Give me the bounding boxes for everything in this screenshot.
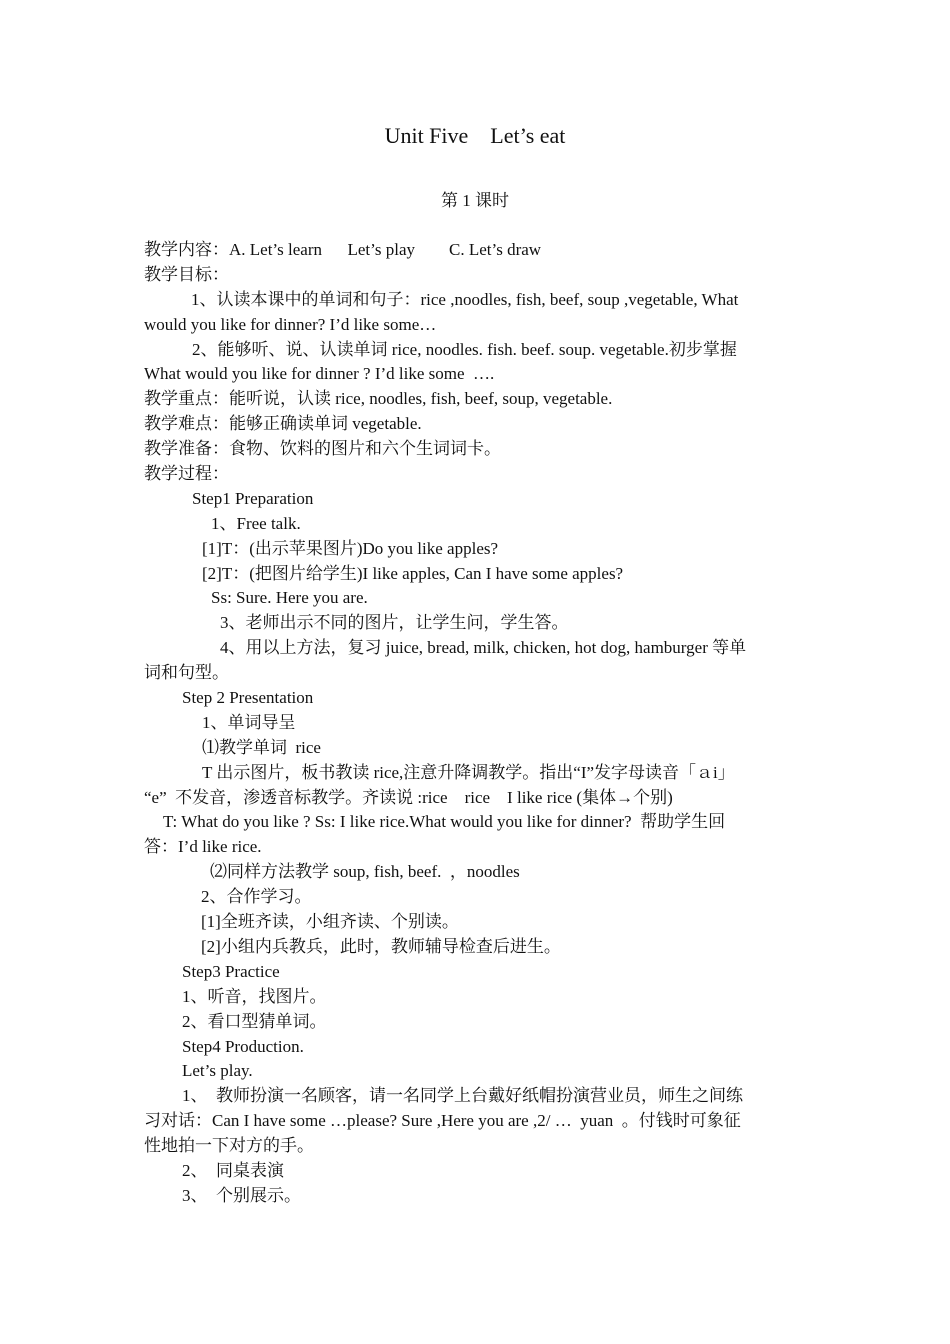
text-line: [2]小组内兵教兵，此时，教师辅导检查后进生。 bbox=[201, 936, 561, 956]
text-line: 2、 同桌表演 bbox=[182, 1160, 284, 1180]
text-line: 1、单词导呈 bbox=[202, 712, 296, 732]
text-line: 1、Free talk. bbox=[211, 513, 301, 533]
text-line: Step1 Preparation bbox=[192, 488, 314, 508]
text-line: would you like for dinner? I’d like some… bbox=[144, 314, 437, 334]
document-body bbox=[144, 238, 808, 1209]
text-line: 答：I’d like rice. bbox=[144, 837, 262, 857]
document-title: Unit Five Let’s eat bbox=[384, 123, 566, 148]
text-line: 教学过程： bbox=[144, 464, 229, 484]
text-line: 教学目标： bbox=[144, 264, 229, 284]
text-line: [2]T：(把图片给学生)I like apples, Can I have some apples? bbox=[202, 563, 624, 583]
text-line: 教学内容：A. Let’s learn Let’s play C. Let’s draw bbox=[144, 240, 542, 259]
text-line: [1]全班齐读，小组齐读、个别读。 bbox=[201, 912, 459, 932]
text-line: 2、合作学习。 bbox=[201, 887, 312, 907]
text-line: 性地拍一下对方的手。 bbox=[144, 1136, 314, 1156]
text-line: Step3 Practice bbox=[182, 961, 280, 981]
text-line: Step4 Production. bbox=[182, 1036, 304, 1056]
text-line: [1]T：(出示苹果图片)Do you like apples? bbox=[202, 538, 499, 558]
text-line: T 出示图片，板书教读 rice,注意升降调教学。指出“I”发字母读音「ａi」 bbox=[202, 762, 735, 782]
text-line: Let’s play. bbox=[182, 1061, 253, 1081]
text-line: 教学准备：食物、饮料的图片和六个生词词卡。 bbox=[144, 439, 501, 459]
lesson-period: 第 1 课时 bbox=[441, 191, 509, 210]
text-line: 4、用以上方法，复习 juice, bread, milk, chicken, hot dog, hamburger 等单 bbox=[220, 638, 747, 658]
text-line: 习对话：Can I have some …please? Sure ,Here you are ,2/ … yuan 。付钱时可象征 bbox=[144, 1111, 741, 1131]
text-line: 2、看口型猜单词。 bbox=[182, 1011, 327, 1031]
text-line: 1、认读本课中的单词和句子：rice ,noodles, fish, beef, soup ,vegetable, What bbox=[191, 289, 739, 309]
text-line: ⑴教学单词 rice bbox=[202, 737, 321, 757]
text-line: 3、 个别展示。 bbox=[182, 1185, 301, 1205]
text-line: 教学重点：能听说，认读 rice, noodles, fish, beef, soup, vegetable. bbox=[144, 389, 613, 409]
text-line: 1、听音，找图片。 bbox=[182, 986, 327, 1006]
text-line: What would you like for dinner ? I’d like some …. bbox=[144, 364, 495, 384]
text-line: 2、能够听、说、认读单词 rice, noodles. fish. beef. soup. vegetable.初步掌握 bbox=[192, 339, 737, 359]
text-line: 1、 教师扮演一名顾客，请一名同学上台戴好纸帽扮演营业员，师生之间练 bbox=[182, 1086, 743, 1106]
text-line: Ss: Sure. Here you are. bbox=[211, 588, 368, 608]
text-line: “e” 不发音，渗透音标教学。齐读说 :rice rice I like rice (集体→个别) bbox=[144, 787, 673, 807]
text-line: 3、老师出示不同的图片，让学生问，学生答。 bbox=[220, 613, 569, 633]
text-line: 词和句型。 bbox=[144, 663, 229, 683]
text-line: 教学难点：能够正确读单词 vegetable. bbox=[144, 414, 422, 434]
text-line: ⑵同样方法教学 soup, fish, beef. ，noodles bbox=[210, 862, 520, 882]
text-line: T: What do you like ? Ss: I like rice.What would you like for dinner? 帮助学生回 bbox=[163, 812, 726, 832]
text-line: Step 2 Presentation bbox=[182, 688, 314, 708]
